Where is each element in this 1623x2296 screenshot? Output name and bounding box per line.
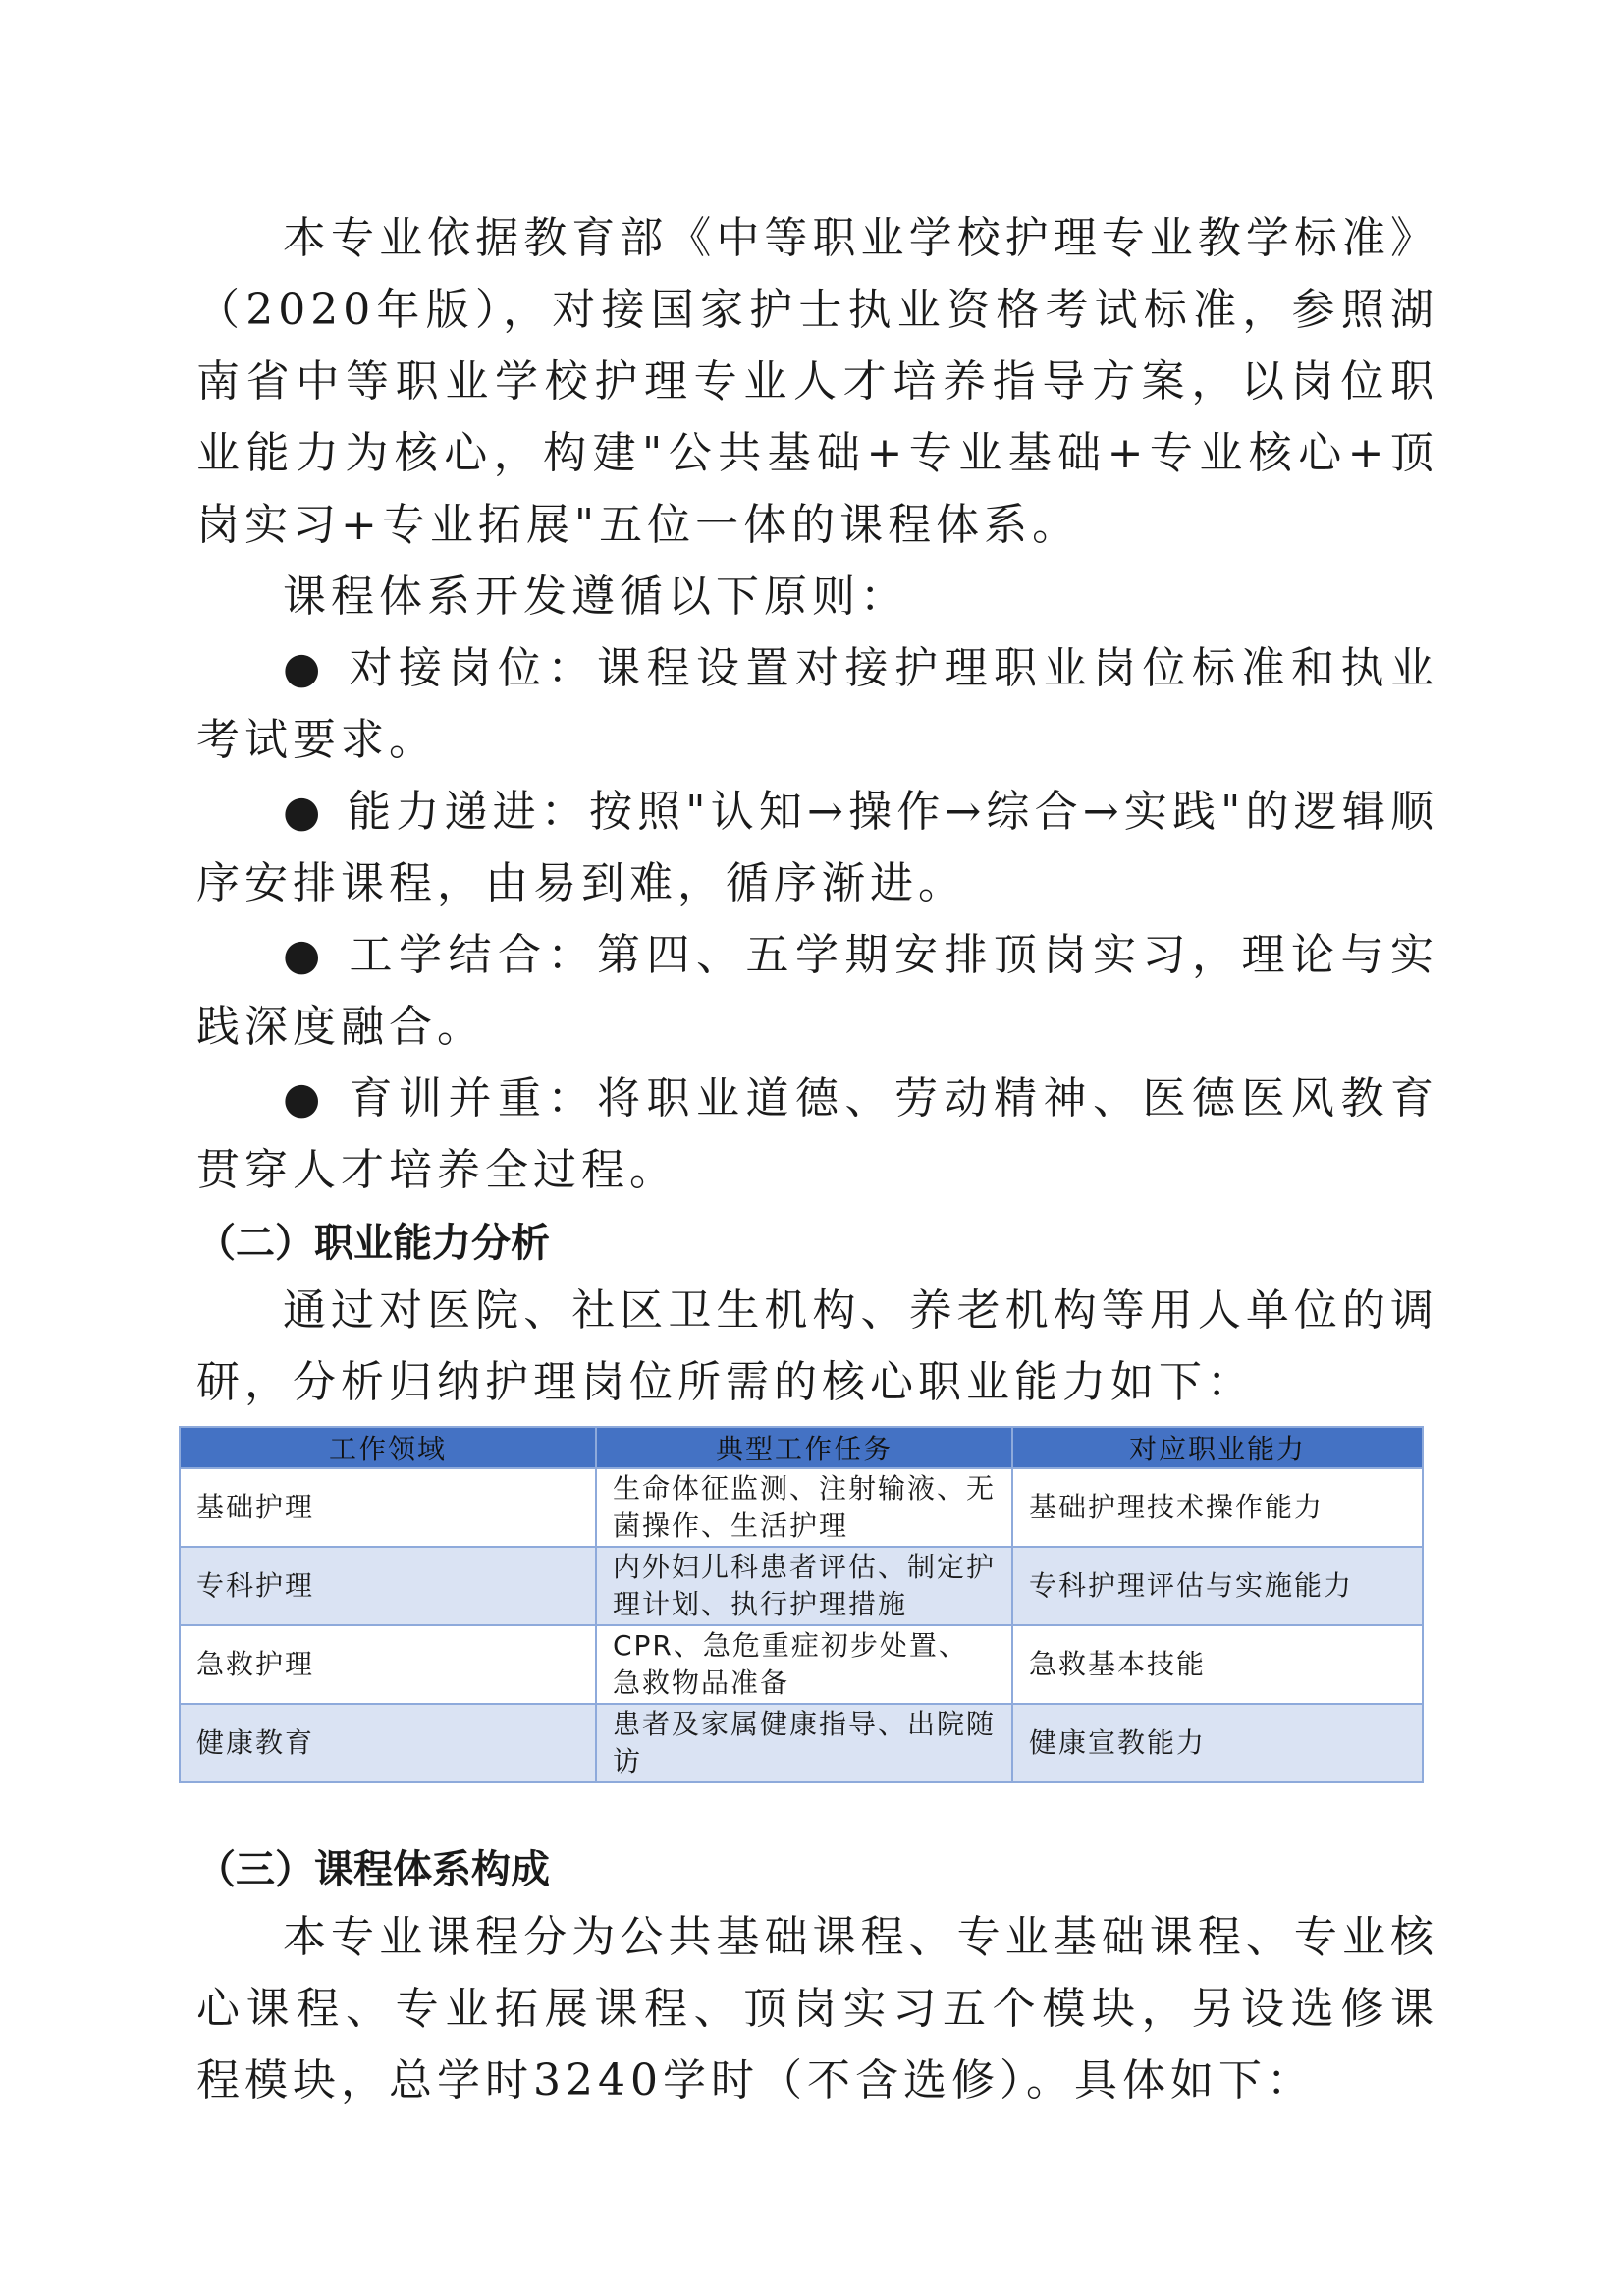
table-cell: CPR、急危重症初步处置、急救物品准备: [596, 1625, 1012, 1704]
bullet-dot: ●: [283, 787, 326, 837]
intro-paragraph: 本专业依据教育部《中等职业学校护理专业教学标准》（2020年版），对接国家护士执业资格考试标准，参照湖南省中等职业学校护理专业人才培养指导方案，以岗位职业能力为核心，构建"公共基础+专业基础+专业核心+顶岗实习+专业拓展"五位一体的课程体系。: [196, 213, 1438, 550]
table-cell: 急救护理: [180, 1625, 596, 1704]
table-cell: 健康宣教能力: [1012, 1704, 1423, 1782]
table-header-cell: 典型工作任务: [596, 1427, 1012, 1468]
document-body: [196, 202, 1438, 2116]
principle-text: 对接岗位：课程设置对接护理职业岗位标准和执业考试要求。: [196, 643, 1438, 765]
table-cell: 基础护理: [180, 1468, 596, 1547]
table-cell: 专科护理评估与实施能力: [1012, 1547, 1423, 1625]
table-header-row: [180, 1427, 1423, 1468]
principle-text: 能力递进：按照"认知→操作→综合→实践"的逻辑顺序安排课程，由易到难，循序渐进。: [196, 787, 1438, 908]
bullet-dot: ●: [283, 643, 326, 693]
principles-lead: 课程体系开发遵循以下原则：: [283, 572, 908, 622]
table-cell: 基础护理技术操作能力: [1012, 1468, 1423, 1547]
ability-table: [179, 1426, 1424, 1783]
bullet-dot: ●: [283, 930, 326, 980]
curriculum-structure-paragraph: 本专业课程分为公共基础课程、专业基础课程、专业核心课程、专业拓展课程、顶岗实习五个模块，另设选修课程模块，总学时3240学时（不含选修）。具体如下：: [196, 1912, 1438, 2105]
section-heading-curriculum-structure: （三）课程体系构成: [196, 1847, 550, 1892]
section-heading-ability-analysis: （二）职业能力分析: [196, 1221, 550, 1266]
table-cell: 内外妇儿科患者评估、制定护理计划、执行护理措施: [596, 1547, 1012, 1625]
table-row: [180, 1468, 1423, 1547]
principle-text: 育训并重：将职业道德、劳动精神、医德医风教育贯穿人才培养全过程。: [196, 1073, 1438, 1195]
table-cell: 患者及家属健康指导、出院随访: [596, 1704, 1012, 1782]
table-header-cell: 对应职业能力: [1012, 1427, 1423, 1468]
principle-item: [196, 776, 1438, 919]
ability-analysis-paragraph: 通过对医院、社区卫生机构、养老机构等用人单位的调研，分析归纳护理岗位所需的核心职业能力如下：: [196, 1285, 1438, 1407]
table-cell: 急救基本技能: [1012, 1625, 1423, 1704]
principle-item: [196, 919, 1438, 1063]
table-row: [180, 1547, 1423, 1625]
bullet-dot: ●: [283, 1073, 326, 1123]
table-header-cell: 工作领域: [180, 1427, 596, 1468]
principle-item: [196, 1063, 1438, 1206]
table-cell: 健康教育: [180, 1704, 596, 1782]
table-cell: 生命体征监测、注射输液、无菌操作、生活护理: [596, 1468, 1012, 1547]
table-row: [180, 1625, 1423, 1704]
principle-text: 工学结合：第四、五学期安排顶岗实习，理论与实践深度融合。: [196, 930, 1438, 1052]
table-row: [180, 1704, 1423, 1782]
principle-item: [196, 632, 1438, 776]
table-cell: 专科护理: [180, 1547, 596, 1625]
